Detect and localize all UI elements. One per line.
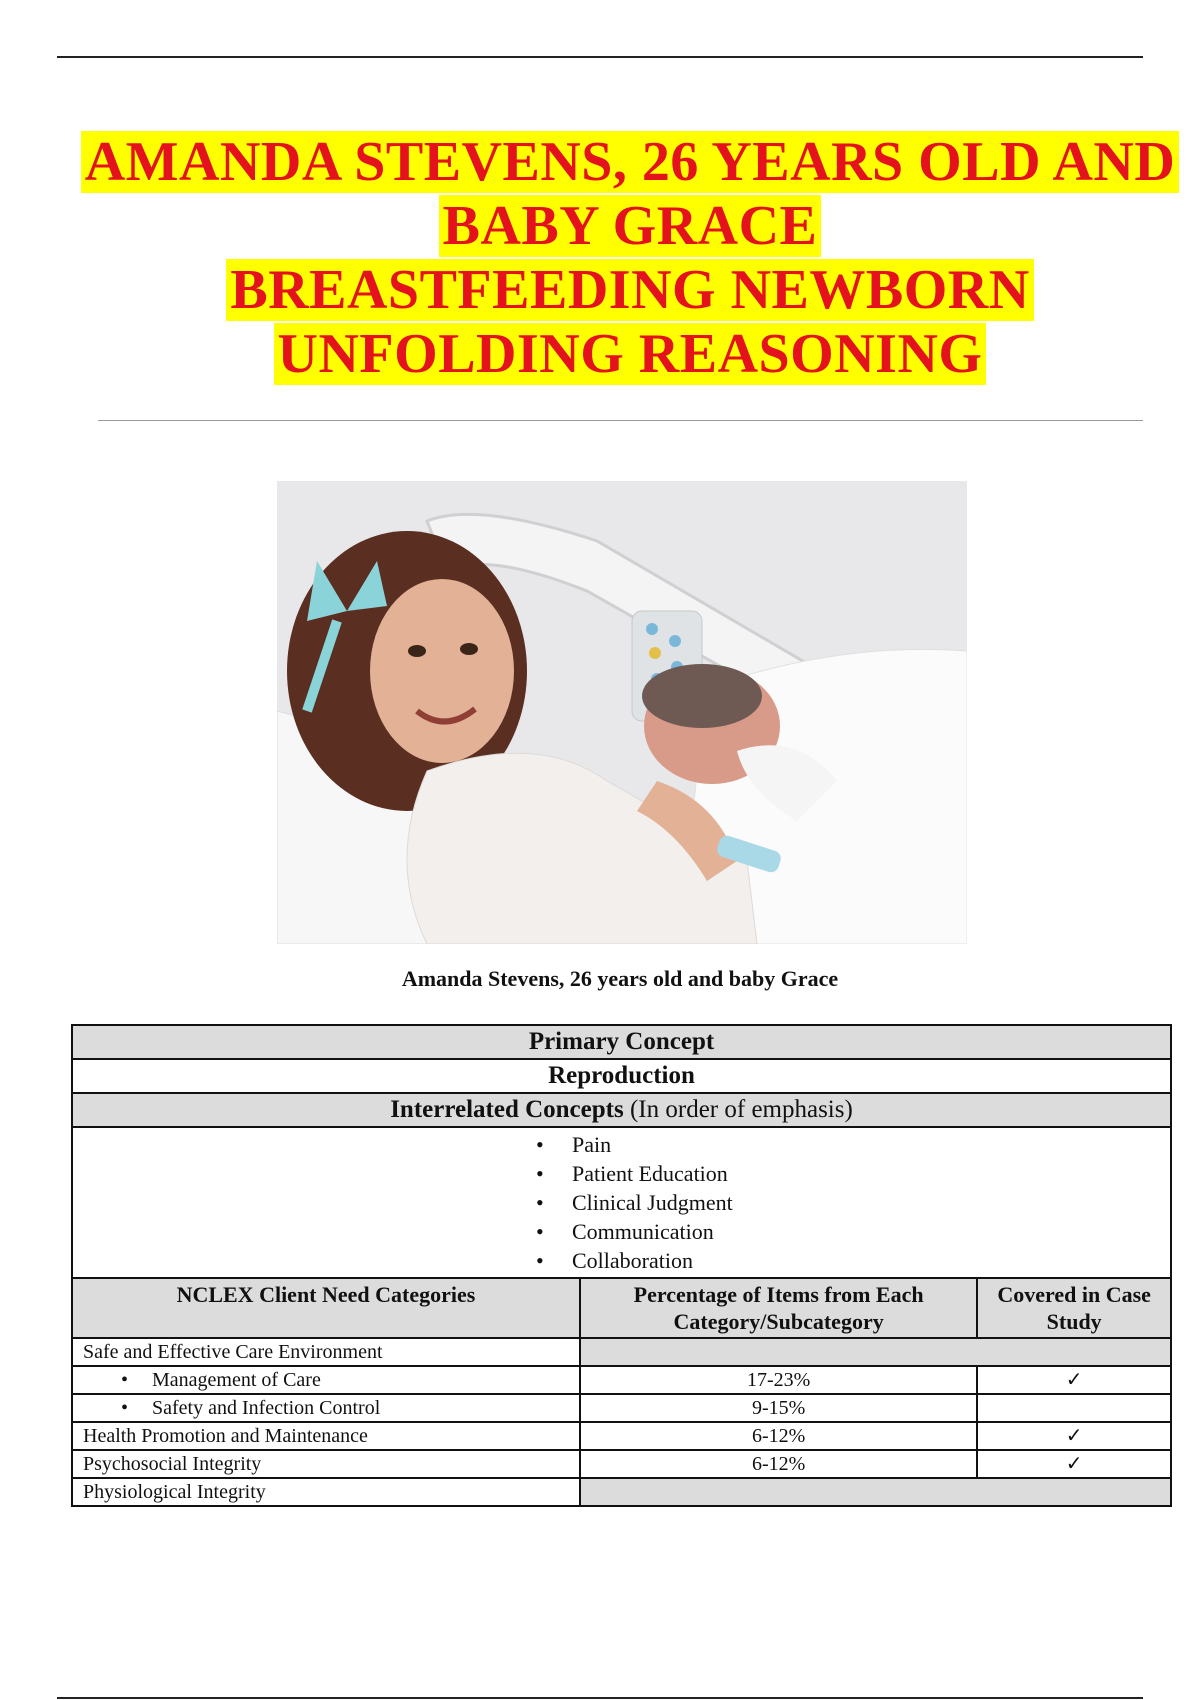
interrelated-concepts-header <box>72 1093 1171 1127</box>
primary-concept-value: Reproduction <box>72 1059 1171 1093</box>
interrelated-header-label: Interrelated Concepts <box>390 1096 624 1123</box>
interrelated-concepts-list <box>536 1130 836 1275</box>
percentage-cell: 6-12% <box>580 1450 977 1478</box>
column-header-percentage: Percentage of Items from Each Category/Subcategory <box>580 1278 977 1338</box>
table-row <box>72 1338 1171 1366</box>
photo-caption: Amanda Stevens, 26 years old and baby Grace <box>401 966 839 991</box>
table-row <box>72 1450 1171 1478</box>
category-cell <box>72 1366 580 1394</box>
list-item: • Pain <box>536 1130 836 1159</box>
top-rule <box>57 56 1143 58</box>
subcategory-label: Safety and Infection Control <box>152 1397 381 1419</box>
mother-and-newborn-photo <box>277 481 967 944</box>
category-cell: Physiological Integrity <box>72 1478 580 1506</box>
category-cell: Safe and Effective Care Environment <box>72 1338 580 1366</box>
table-row <box>72 1478 1171 1506</box>
primary-concept-value-row <box>72 1059 1171 1093</box>
shaded-cell <box>580 1338 1171 1366</box>
primary-concept-header: Primary Concept <box>72 1025 1171 1059</box>
table-row <box>72 1422 1171 1450</box>
percentage-cell: 9-15% <box>580 1394 977 1422</box>
column-header-covered: Covered in Case Study <box>977 1278 1171 1338</box>
shaded-cell <box>580 1478 1171 1506</box>
covered-check-icon: ✓ <box>977 1422 1171 1450</box>
list-item: • Clinical Judgment <box>536 1188 836 1217</box>
covered-check-icon: ✓ <box>977 1366 1171 1394</box>
table-row <box>72 1366 1171 1394</box>
interrelated-header-row <box>72 1093 1171 1127</box>
percentage-cell: 6-12% <box>580 1422 977 1450</box>
title-line-2: BABY GRACE <box>439 195 822 257</box>
covered-check-icon: ✓ <box>977 1450 1171 1478</box>
primary-concept-header-row <box>72 1025 1171 1059</box>
bottom-rule <box>57 1697 1143 1699</box>
list-item: • Patient Education <box>536 1159 836 1188</box>
percentage-cell: 17-23% <box>580 1366 977 1394</box>
title-line-1: AMANDA STEVENS, 26 YEARS OLD AND <box>81 131 1180 193</box>
document-title <box>40 132 1200 388</box>
list-item: • Collaboration <box>536 1246 836 1275</box>
title-divider <box>98 420 1143 421</box>
category-cell <box>72 1394 580 1422</box>
title-line-3: BREASTFEEDING NEWBORN <box>226 259 1033 321</box>
interrelated-list-row <box>72 1127 1171 1278</box>
category-cell: Psychosocial Integrity <box>72 1450 580 1478</box>
nclex-column-header-row <box>72 1278 1171 1338</box>
interrelated-concepts-cell <box>72 1127 1171 1278</box>
title-line-4: UNFOLDING REASONING <box>274 323 987 385</box>
category-cell: Health Promotion and Maintenance <box>72 1422 580 1450</box>
covered-cell <box>977 1394 1171 1422</box>
table-row <box>72 1394 1171 1422</box>
list-item: • Communication <box>536 1217 836 1246</box>
subcategory-label: Management of Care <box>152 1369 321 1391</box>
photo-illustration <box>277 481 967 944</box>
concepts-table <box>71 1024 1172 1507</box>
column-header-category: NCLEX Client Need Categories <box>72 1278 580 1338</box>
interrelated-header-note: (In order of emphasis) <box>629 1096 853 1123</box>
